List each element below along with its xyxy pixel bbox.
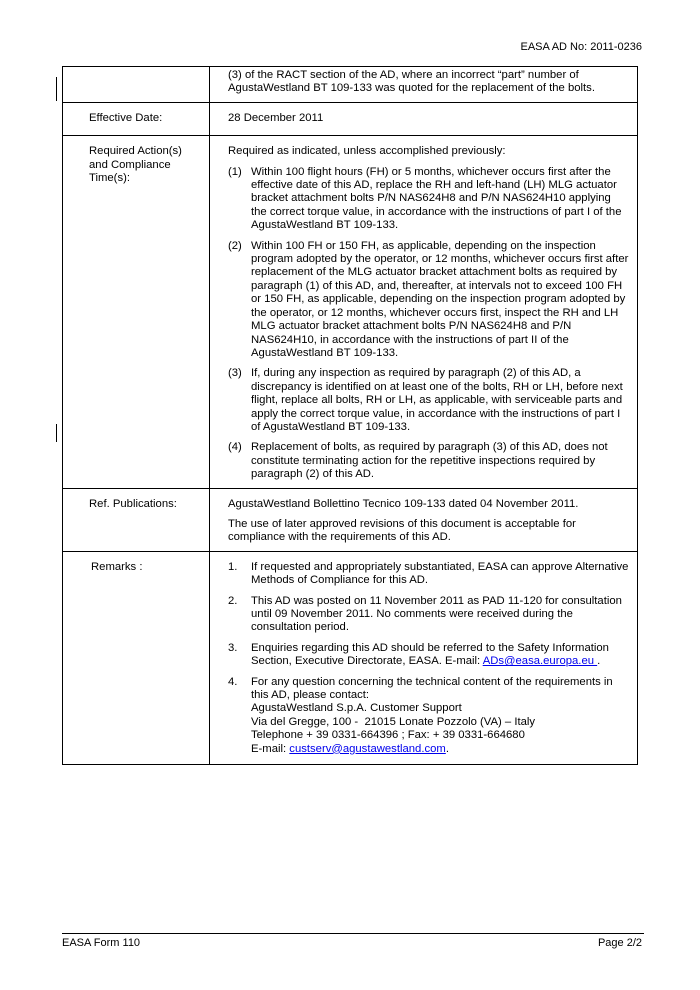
remark-item [228,676,629,756]
remark-number: 3. [228,641,238,654]
required-actions-intro: Required as indicated, unless accomplished previously: [228,145,506,158]
contact-company: AgustaWestland S.p.A. Customer Support [251,702,462,715]
footer-page-number: Page 2/2 [597,937,642,949]
item-text: Within 100 flight hours (FH) or 5 months, whichever occurs first after the effective date of this AD, replace the RH and left-hand (LH) MLG actuator bracket attachment bolts P/N NAS624H8 and P/N NAS624H10 applying the correct torque value, in accordance with the instructions of part I of the AgustaWestland BT 109-133. [251,165,622,232]
required-actions-row [63,136,638,488]
continuation-label-cell [63,67,210,103]
remarks-row [63,551,638,764]
ref-publication-note: The use of later approved revisions of this document is acceptable for compliance with the requirements of this AD. [228,517,576,544]
effective-date-row [63,102,638,135]
footer-form-name: EASA Form 110 [62,937,141,949]
required-action-item [228,240,629,361]
item-number: (1) [228,165,242,178]
remark-item [228,595,629,635]
remark-number: 4. [228,675,238,688]
remark-text: If requested and appropriately substantiated, EASA can approve Alternative Methods of Compliance for this AD. [251,560,629,587]
item-number: (3) [228,367,242,380]
revision-bar [56,77,57,101]
remark-number: 2. [228,594,238,607]
agusta-email-link[interactable]: custserv@agustawestland.com [289,742,446,755]
remark-item [228,642,629,669]
easa-email-link[interactable]: ADs@easa.europa.eu [482,655,598,668]
email-end: . [445,742,449,755]
contact-email-line [251,743,629,756]
required-action-item [228,166,629,233]
ad-number-header: EASA AD No: 2011-0236 [520,41,642,53]
remarks-label: Remarks : [63,551,210,764]
email-label: E-mail: [251,742,290,755]
contact-address: Via del Gregge, 100 - 21015 Lonate Pozzolo (VA) – Italy [251,715,536,728]
effective-date-value: 28 December 2011 [210,102,638,135]
required-actions-label [63,136,210,488]
effective-date-label: Effective Date: [63,102,210,135]
remark-text: Enquiries regarding this AD should be referred to the Safety Information Section, Executive Directorate, EASA. E-mail: [251,641,609,668]
required-actions-label-text: Required Action(s) and Compliance Time(s): [89,145,182,185]
continuation-text: (3) of the RACT section of the AD, where an incorrect “part” number of AgustaWestland BT 109-133 was quoted for the replacement of the bolts. [228,69,595,95]
contact-phone-fax: Telephone + 39 0331-664396 ; Fax: + 39 0331-664680 [251,729,525,742]
item-text: Replacement of bolts, as required by paragraph (3) of this AD, does not constitute terminating action for the repetitive inspections required by paragraph (2) of this AD. [251,441,608,481]
ref-publications-value [210,488,638,551]
footer-rule [62,933,644,934]
item-text: Within 100 FH or 150 FH, as applicable, depending on the inspection program adopted by the operator, or 12 months, whichever occurs first after replacement of the MLG actuator bracket attachment bolts as required by paragraph (1) of this AD, and, thereafter, at intervals not to exceed 100 FH or 150 FH, as applicable, depending on the inspection program adopted by the operator, or 12 months, whichever occurs first, inspect the RH and LH MLG actuator bracket attachment bolts P/N NAS624H8 and P/N NAS624H10, in accordance with the instructions of part II of the AgustaWestland BT 109-133. [251,239,629,359]
ref-publication-line: AgustaWestland Bollettino Tecnico 109-133 dated 04 November 2011. [228,497,579,510]
remark-number: 1. [228,560,238,573]
remarks-value [210,551,638,764]
required-actions-value [210,136,638,488]
item-number: (2) [228,239,242,252]
ad-details-table [62,66,638,765]
remark-text-end: . [597,655,601,668]
continuation-row [63,67,638,103]
item-text: If, during any inspection as required by paragraph (2) of this AD, a discrepancy is identified on at least one of the bolts, RH or LH, before next flight, replace all bolts, RH or LH, as applicable, with serviceable parts and apply the correct torque value, in accordance with the instructions of part I of AgustaWestland BT 109-133. [251,367,623,433]
item-number: (4) [228,441,242,454]
ref-publications-label: Ref. Publications: [63,488,210,551]
ref-publications-row [63,488,638,551]
remark-text: This AD was posted on 11 November 2011 as PAD 11-120 for consultation until 09 November 2011. No comments were received during the consultation period. [251,594,622,634]
remark-contact-intro: For any question concerning the technical content of the requirements in this AD, please contact: [251,675,613,702]
continuation-value-cell [210,67,638,103]
remark-item [228,561,629,588]
revision-bar [56,424,57,442]
required-action-item [228,367,629,434]
required-action-item [228,441,629,481]
